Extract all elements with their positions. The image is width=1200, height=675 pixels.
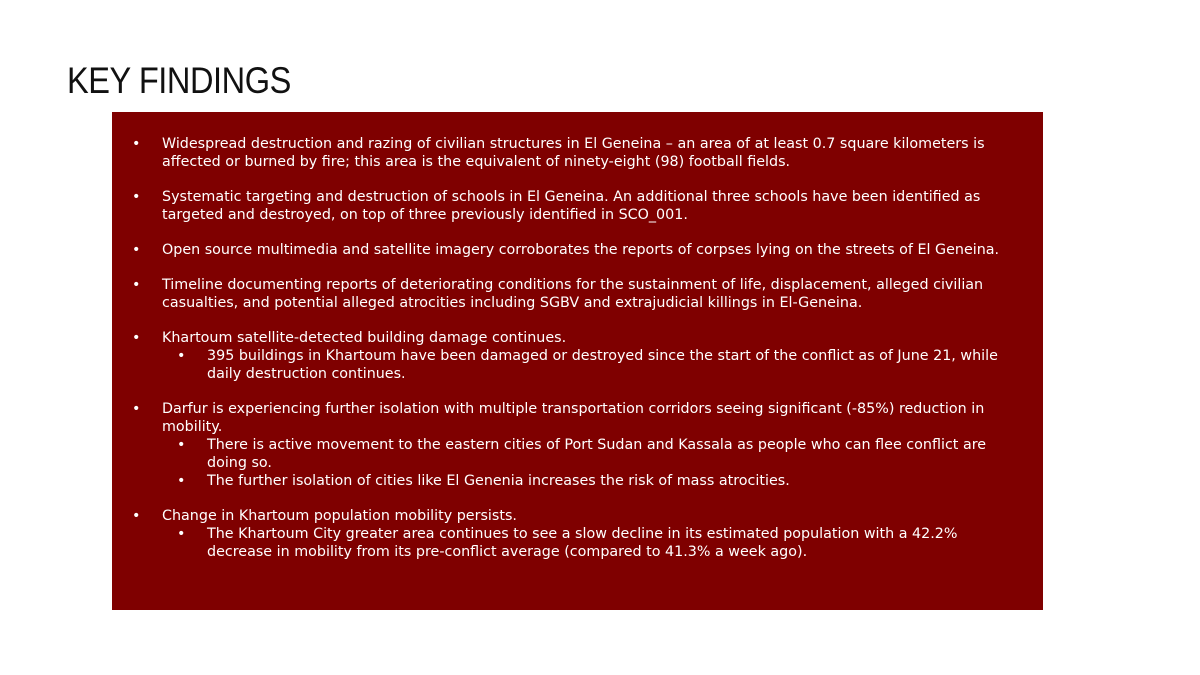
finding-text: Widespread destruction and razing of civilian structures in El Geneina – an area of at least 0.7 square kilometers is affected or burned by fire; this area is the equivalent of ninety-eight (98) football fields. (162, 136, 985, 170)
sub-bullet-icon: • (177, 437, 186, 453)
finding-khartoum-damage (132, 329, 1023, 383)
finding-text: Khartoum satellite-detected building damage continues. (162, 330, 567, 346)
sub-list (162, 436, 1023, 490)
sub-item-text: 395 buildings in Khartoum have been damaged or destroyed since the start of the conflict as of June 21, while daily destruction continues. (207, 348, 998, 382)
finding-khartoum-mobility (132, 507, 1023, 561)
finding-schools-targeted (132, 188, 1023, 224)
finding-darfur-isolation (132, 400, 1023, 490)
sub-item-text: There is active movement to the eastern cities of Port Sudan and Kassala as people who can flee conflict are doing so. (207, 437, 987, 471)
finding-text: Darfur is experiencing further isolation with multiple transportation corridors seeing significant (-85%) reduction in mobility. (162, 401, 985, 435)
slide-title: KEY FINDINGS (67, 60, 291, 101)
sub-item (162, 525, 1023, 561)
bullet-icon: • (132, 508, 141, 524)
finding-timeline (132, 276, 1023, 312)
sub-list (162, 525, 1023, 561)
finding-text: Change in Khartoum population mobility persists. (162, 508, 517, 524)
bullet-icon: • (132, 401, 141, 417)
bullet-icon: • (132, 189, 141, 205)
sub-item (162, 472, 1023, 490)
sub-list (162, 347, 1023, 383)
bullet-icon: • (132, 277, 141, 293)
key-findings-box (112, 112, 1043, 610)
bullet-icon: • (132, 242, 141, 258)
finding-text: Open source multimedia and satellite imagery corroborates the reports of corpses lying on the streets of El Geneina. (162, 242, 1000, 258)
sub-item (162, 436, 1023, 472)
sub-item (162, 347, 1023, 383)
sub-bullet-icon: • (177, 348, 186, 364)
sub-bullet-icon: • (177, 526, 186, 542)
finding-text: Timeline documenting reports of deteriorating conditions for the sustainment of life, displacement, alleged civilian casualties, and potential alleged atrocities including SGBV and extrajudicial killings in El-Geneina. (162, 277, 984, 311)
bullet-icon: • (132, 330, 141, 346)
bullet-icon: • (132, 136, 141, 152)
finding-text: Systematic targeting and destruction of schools in El Geneina. An additional three schools have been identified as targeted and destroyed, on top of three previously identified in SCO_001. (162, 189, 981, 223)
sub-bullet-icon: • (177, 473, 186, 489)
finding-imagery-corroborates (132, 241, 1023, 259)
sub-item-text: The Khartoum City greater area continues to see a slow decline in its estimated population with a 42.2% decrease in mobility from its pre-conflict average (compared to 41.3% a week ago). (207, 526, 958, 560)
sub-item-text: The further isolation of cities like El Genenia increases the risk of mass atrocities. (207, 473, 790, 489)
finding-destruction-el-geneina (132, 135, 1023, 171)
